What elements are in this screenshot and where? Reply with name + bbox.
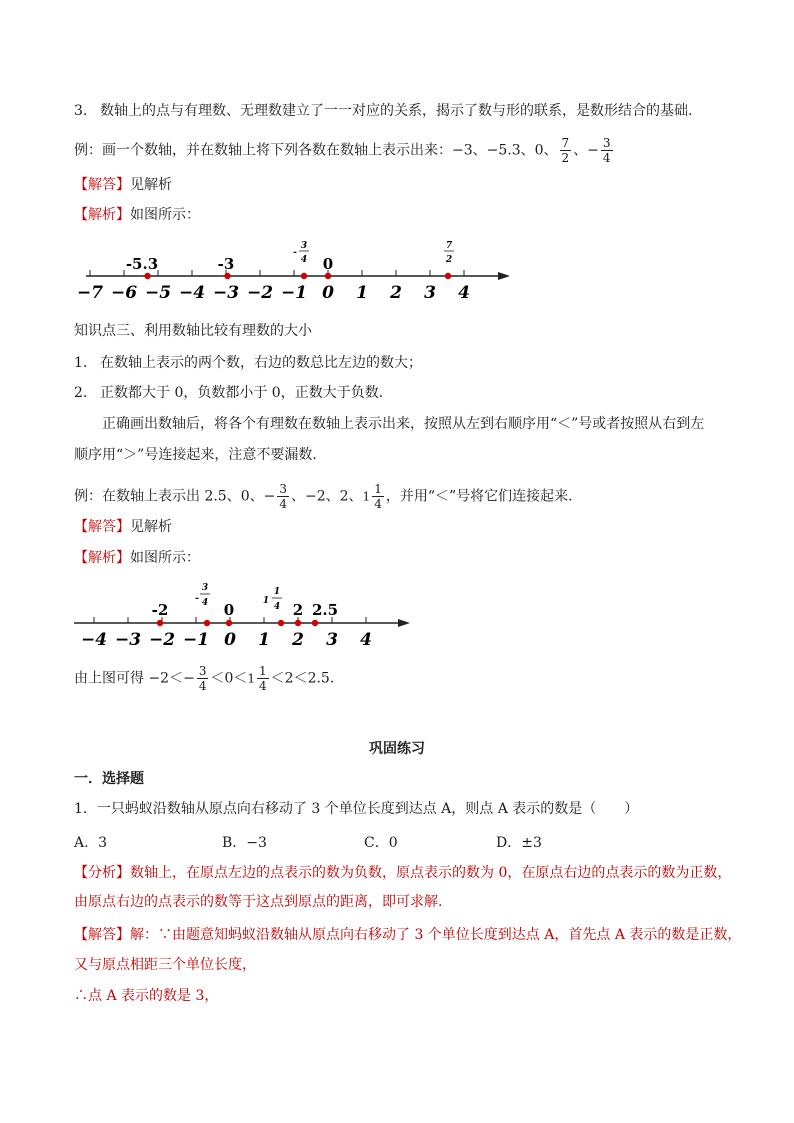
kp3-title: 知识点三、利用数轴比较有理数的大小	[74, 323, 312, 339]
kp3-item-2	[74, 384, 383, 402]
fraction: $\frac{3}{4}$	[279, 482, 287, 511]
option-a[interactable]: A．3	[74, 835, 108, 851]
tick-label: 0	[322, 283, 334, 303]
example-1: 例：画一个数轴，并在数轴上将下列各数在数轴上表示出来：−3、−5.3、0、 $\frac{7}{2}$ 、− $\frac{3}{4}$	[74, 136, 611, 165]
frac-numerator: 3	[300, 241, 308, 251]
point-label-neg2: -2	[151, 601, 169, 619]
frac-denominator: 2	[445, 255, 453, 265]
item-3	[74, 102, 692, 120]
frac-sign: -	[293, 248, 297, 258]
point-marker-neg2	[157, 620, 163, 626]
analysis-line-2: 由原点右边的点表示的数等于这点到原点的距离，即可求解.	[74, 894, 443, 910]
fraction: $\frac{3}{4}$	[602, 136, 611, 165]
frac-denominator: 4	[273, 602, 281, 612]
point-label-2: 2	[292, 601, 304, 619]
solution-line-2: 又与原点相距三个单位长度，	[74, 957, 256, 973]
point-marker-2.5	[312, 620, 318, 626]
point-marker-neg0.75	[301, 273, 307, 279]
mixed-number: 1 $\frac{1}{4}$	[362, 482, 382, 511]
analysis-line-1: 【分析】数轴上，在原点左边的点表示的数为负数，原点表示的数为 0，在原点右边的点表示的数为正数，	[74, 865, 732, 881]
tick-label: 2	[390, 283, 402, 303]
tick-label: −6	[110, 283, 138, 303]
item-number: 1.	[74, 355, 88, 371]
point-marker-0	[226, 620, 232, 626]
point-marker-3.5	[445, 273, 451, 279]
tick-label: 1	[356, 283, 368, 303]
point-label-0: 0	[223, 601, 235, 619]
analysis-tag: 【解析】	[74, 550, 130, 566]
analysis-text: 如图所示：	[130, 550, 200, 566]
analysis-tag: 【解析】	[74, 207, 130, 223]
tick-label: 4	[458, 283, 470, 303]
option-d[interactable]: D．±3	[496, 835, 542, 851]
tick-label: 2	[292, 630, 304, 648]
tick-label: 4	[360, 630, 372, 648]
point-label-0: 0	[322, 255, 334, 273]
axis-arrow	[398, 619, 410, 627]
example-text: 例：画一个数轴，并在数轴上将下列各数在数轴上表示出来：−3、−5.3、0、	[74, 142, 558, 159]
number-line-2	[70, 578, 420, 648]
tick-label: 3	[424, 283, 436, 303]
point-marker-neg3	[224, 273, 230, 279]
tick-label: −7	[76, 283, 104, 303]
frac-numerator: 1	[273, 587, 281, 597]
tick-label: −4	[178, 283, 206, 303]
example-2: 例：在数轴上表示出 2.5、0、− $\frac{3}{4}$ 、−2、2、1 $\frac{1}{4}$ ，并用“＜”号将它们连接起来.	[74, 482, 573, 511]
kp3-item-1	[74, 354, 422, 372]
point-label-neg3: -3	[217, 255, 235, 273]
frac-denominator: 4	[300, 255, 308, 265]
tick-label: −3	[212, 283, 240, 303]
tick-label: −1	[280, 283, 308, 303]
point-marker-neg0.75	[204, 620, 210, 626]
tick-label: 3	[326, 630, 338, 648]
mixed-number: 1 $\frac{1}{4}$	[247, 664, 267, 693]
tick-label: −5	[144, 283, 172, 303]
question-1: 1．一只蚂蚁沿数轴从原点向右移动了 3 个单位长度到达点 A，则点 A 表示的数是（ ）	[74, 801, 639, 817]
tick-label: −4	[80, 630, 108, 648]
kp3-paragraph-line-1: 正确画出数轴后，将各个有理数在数轴上表示出来，按照从左到右顺序用“＜”号或者按照从右到左	[102, 416, 705, 432]
point-label-2.5: 2.5	[311, 601, 339, 619]
item-number: 3.	[74, 103, 88, 119]
solution-line-3: ∴点 A 表示的数是 3，	[74, 988, 219, 1004]
number-line-1	[70, 236, 520, 306]
kp3-paragraph-line-2: 顺序用“＞”号连接起来，注意不要漏数.	[74, 447, 317, 463]
point-label-neg5.3: -5.3	[125, 255, 159, 273]
mixed-whole: 1	[262, 596, 270, 606]
section-heading: 一．选择题	[74, 771, 144, 787]
tick-label: 1	[258, 630, 270, 648]
conclusion: 由上图可得 −2＜− $\frac{3}{4}$ ＜0＜1 $\frac{1}{4}$ ＜2＜2.5.	[74, 664, 335, 693]
practice-title: 巩固练习	[369, 741, 425, 757]
tick-label: −2	[246, 283, 274, 303]
point-marker-1.25	[278, 620, 284, 626]
analysis-2	[74, 549, 200, 567]
analysis-1	[74, 206, 200, 224]
item-text: 数轴上的点与有理数、无理数建立了一一对应的关系，揭示了数与形的联系，是数形结合的基础.	[100, 103, 693, 119]
tick-label: −2	[148, 630, 176, 648]
axis-arrow	[498, 272, 510, 280]
analysis-text: 如图所示：	[130, 207, 200, 223]
answer-options	[74, 832, 674, 850]
answer-text: 见解析	[130, 177, 172, 193]
tick-label: −1	[182, 630, 210, 648]
frac-numerator: 3	[201, 583, 209, 593]
solution-line-1: 【解答】解：∵由题意知蚂蚁沿数轴从原点向右移动了 3 个单位长度到达点 A，首先点 A 表示的数是正数，	[74, 927, 742, 943]
option-b[interactable]: B．−3	[222, 835, 267, 851]
item-text: 在数轴上表示的两个数，右边的数总比左边的数大；	[100, 355, 422, 371]
option-c[interactable]: C．0	[364, 835, 398, 851]
point-marker-neg5.3	[144, 273, 150, 279]
answer-tag: 【解答】	[74, 177, 130, 193]
frac-sign: -	[195, 594, 199, 604]
point-marker-2	[295, 620, 301, 626]
point-marker-0	[325, 273, 331, 279]
fraction: $\frac{3}{4}$	[198, 664, 207, 693]
frac-numerator: 7	[445, 241, 453, 251]
answer-2	[74, 518, 172, 536]
tick-label: 0	[224, 630, 236, 648]
answer-tag: 【解答】	[74, 519, 130, 535]
item-text: 正数都大于 0，负数都小于 0，正数大于负数.	[100, 385, 384, 401]
tick-label: −3	[114, 630, 142, 648]
answer-text: 见解析	[130, 519, 172, 535]
answer-1	[74, 176, 172, 194]
fraction: $\frac{7}{2}$	[561, 136, 570, 165]
frac-denominator: 4	[201, 598, 209, 608]
item-number: 2.	[74, 385, 88, 401]
